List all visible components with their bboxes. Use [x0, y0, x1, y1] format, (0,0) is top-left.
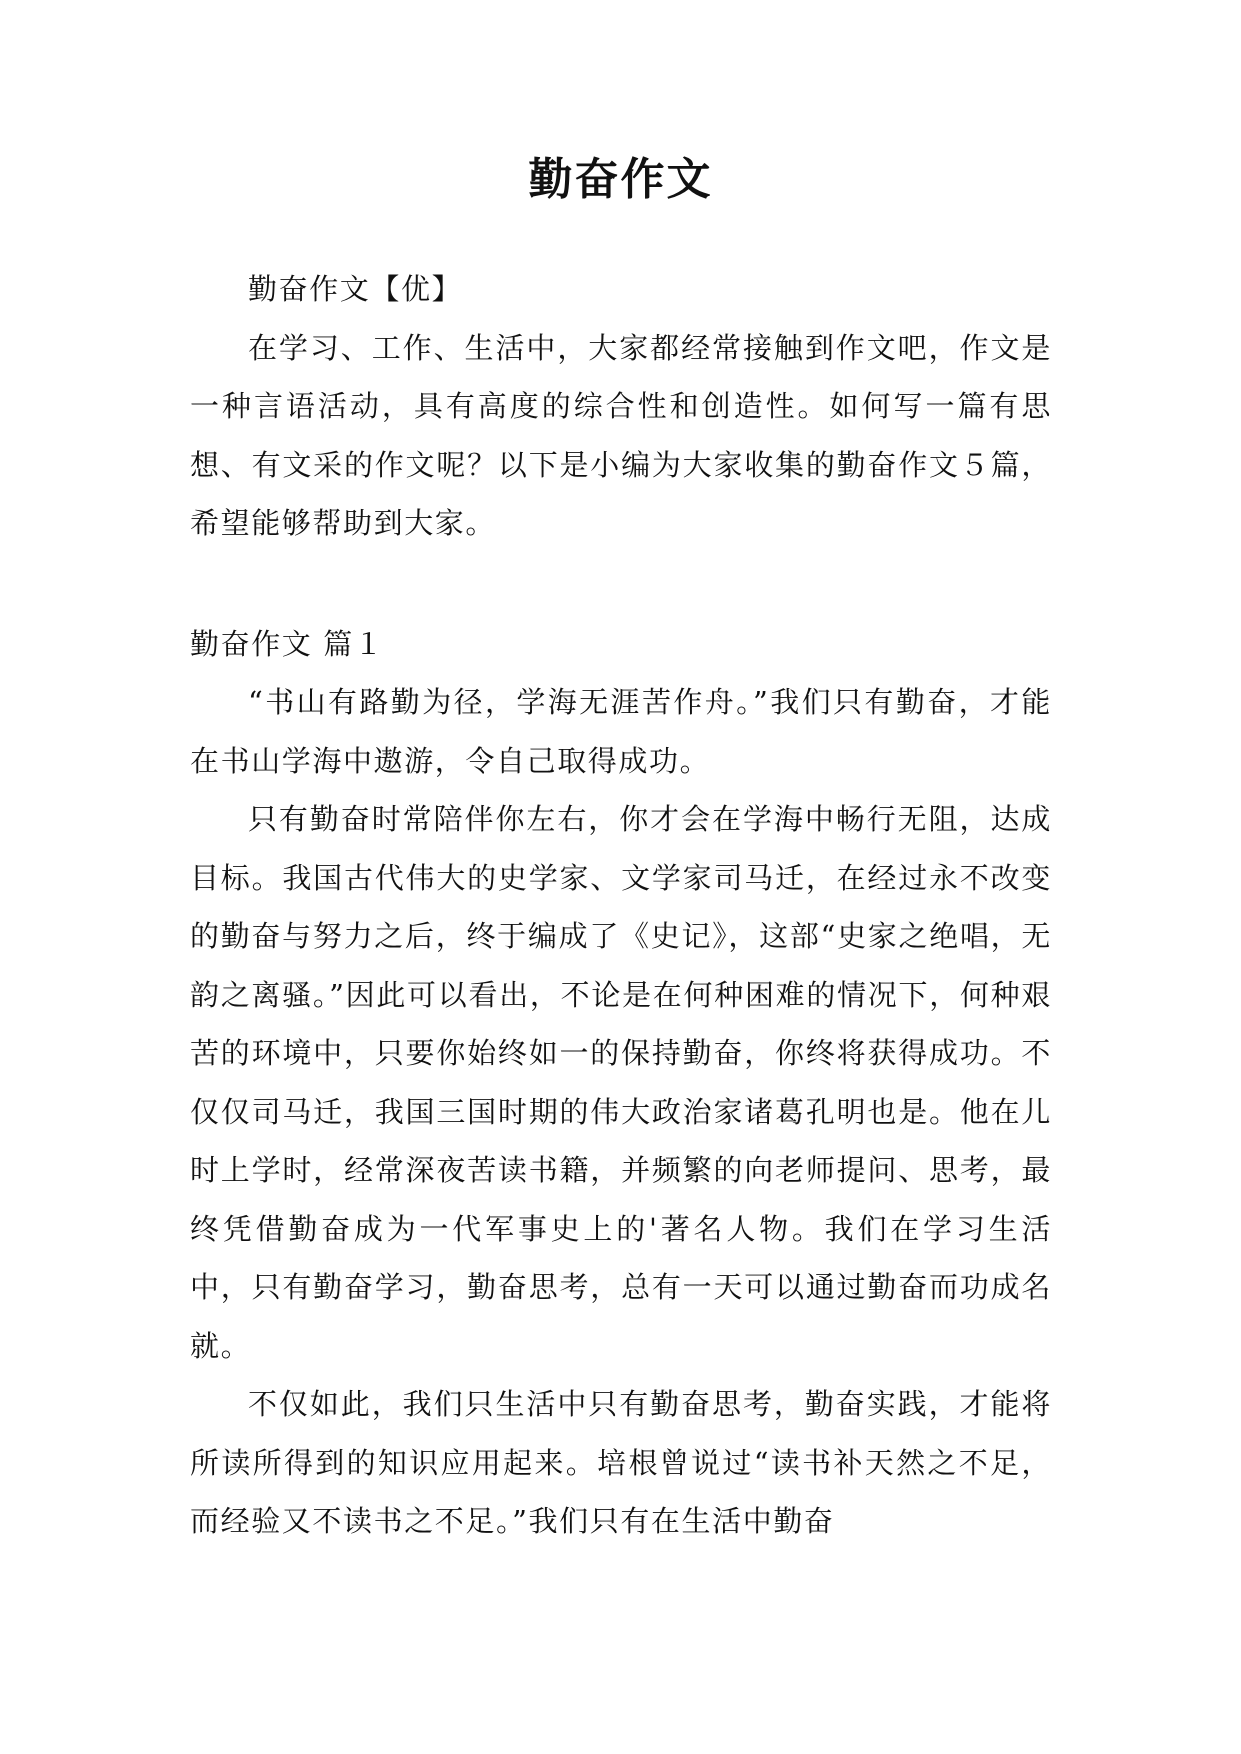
- body-paragraph-3: 不仅如此，我们只生活中只有勤奋思考，勤奋实践，才能将所读所得到的知识应用起来。培根曾说过“读书补天然之不足，而经验又不读书之不足。”我们只有在生活中勤奋: [190, 1387, 1052, 1538]
- document-subtitle: 勤奋作文【优】: [248, 272, 463, 306]
- section-heading: 勤奋作文 篇１: [190, 626, 385, 661]
- document-title: 勤奋作文: [528, 154, 713, 205]
- body-paragraph-1: “书山有路勤为径，学海无涯苦作舟。”我们只有勤奋，才能在书山学海中遨游，令自己取得成功。: [190, 685, 1052, 778]
- body-paragraph-2: 只有勤奋时常陪伴你左右，你才会在学海中畅行无阻，达成目标。我国古代伟大的史学家、文学家司马迁，在经过永不改变的勤奋与努力之后，终于编成了《史记》，这部“史家之绝唱，无韵之离骚。”因此可以看出，不论是在何种困难的情况下，何种艰苦的环境中，只要你始终如一的保持勤奋，你终将获得成功。不仅仅司马迁，我国三国时期的伟大政治家诸葛孔明也是。他在儿时上学时，经常深夜苦读书籍，并频繁的向老师提问、思考，最终凭借勤奋成为一代军事史上的'著名人物。我们在学习生活中，只有勤奋学习，勤奋思考，总有一天可以通过勤奋而功成名就。: [190, 802, 1052, 1363]
- document-body: [190, 260, 1052, 1551]
- intro-paragraph: 在学习、工作、生活中，大家都经常接触到作文吧，作文是一种言语活动，具有高度的综合性和创造性。如何写一篇有思想、有文采的作文呢？以下是小编为大家收集的勤奋作文５篇，希望能够帮助到大家。: [190, 330, 1052, 540]
